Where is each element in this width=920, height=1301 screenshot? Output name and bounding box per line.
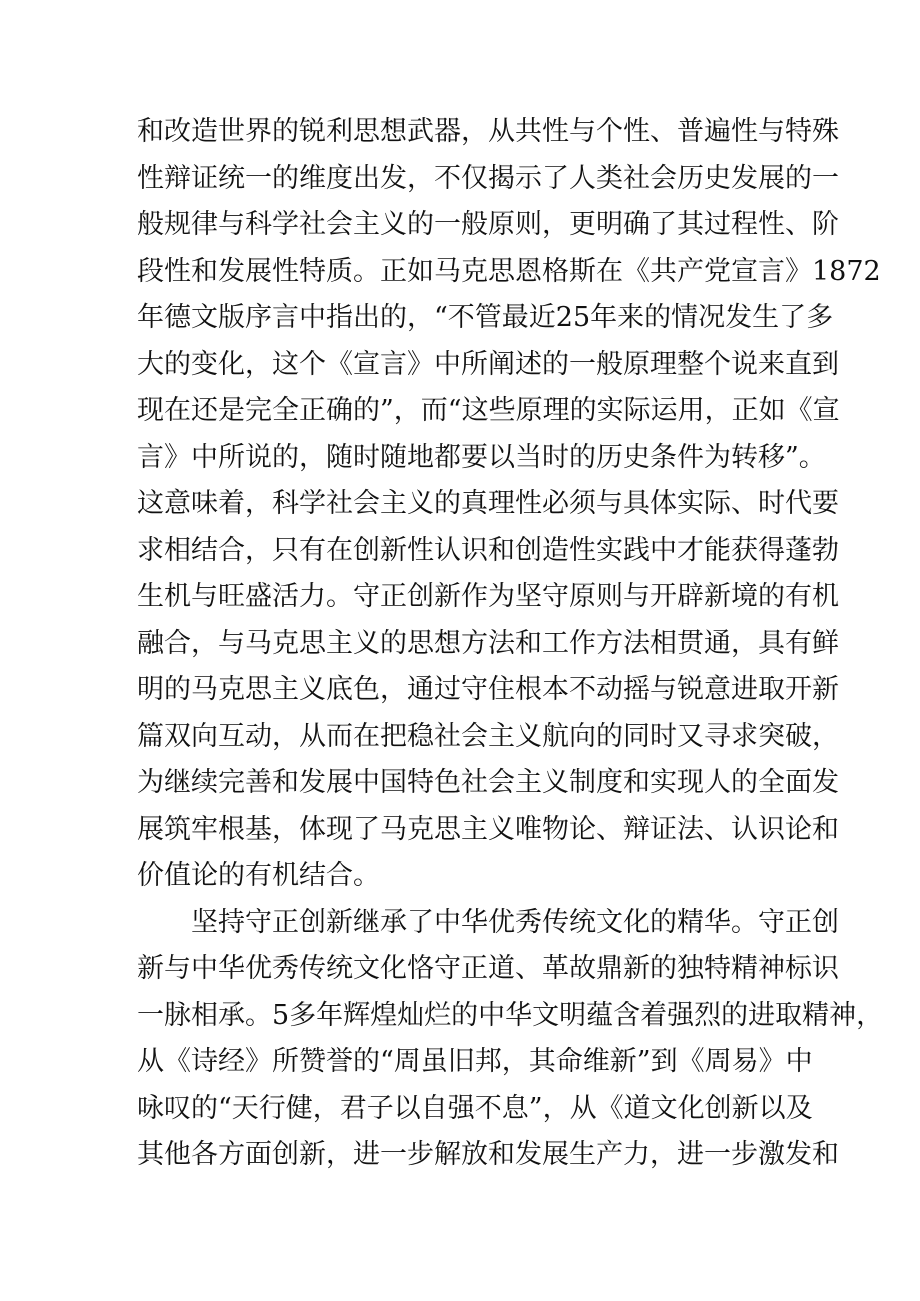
text-line: 年德文版序言中指出的，“不管最近25年来的情况发生了多	[137, 302, 834, 333]
text-line: 生机与旺盛活力。守正创新作为坚守原则与开辟新境的有机	[137, 581, 839, 612]
text-line: 为继续完善和发展中国特色社会主义制度和实现人的全面发	[137, 767, 839, 798]
text-line: 咏叹的“天行健，君子以自强不息”，从《道文化创新以及	[137, 1092, 813, 1124]
text-line: 展筑牢根基，体现了马克思主义唯物论、辩证法、认识论和	[137, 813, 839, 845]
text-line: 现在还是完全正确的”，而“这些原理的实际运用，正如《宣	[137, 395, 840, 426]
text-line: 从《诗经》所赞誉的“周虽旧邦，其命维新”到《周易》中	[137, 1046, 813, 1077]
text-line: 言》中所说的，随时随地都要以当时的历史条件为转移”。	[137, 441, 826, 473]
text-line: 和改造世界的锐利思想武器，从共性与个性、普遍性与特殊	[137, 116, 839, 147]
text-line: 坚持守正创新继承了中华优秀传统文化的精华。守正创	[191, 906, 839, 938]
text-line: 求相结合，只有在创新性认识和创造性实践中才能获得蓬勃	[137, 534, 839, 566]
text-line: 融合，与马克思主义的思想方法和工作方法相贯通，具有鲜	[137, 627, 839, 659]
text-line: 大的变化，这个《宣言》中所阐述的一般原理整个说来直到	[137, 348, 839, 380]
text-line: 性辩证统一的维度出发，不仅揭示了人类社会历史发展的一	[137, 162, 839, 194]
text-line: 般规律与科学社会主义的一般原则，更明确了其过程性、阶	[137, 209, 839, 240]
text-line: 段性和发展性特质。正如马克思恩格斯在《共产党宣言》1872	[137, 255, 881, 287]
text-line: 一脉相承。5多年辉煌灿烂的中华文明蕴含着强烈的进取精神，	[137, 999, 884, 1031]
text-line: 这意味着，科学社会主义的真理性必须与具体实际、时代要	[137, 488, 839, 519]
text-line: 篇双向互动，从而在把稳社会主义航向的同时又寻求突破，	[137, 720, 839, 752]
text-line: 新与中华优秀传统文化恪守正道、革故鼎新的独特精神标识	[137, 953, 839, 984]
text-line: 明的马克思主义底色，通过守住根本不动摇与锐意进取开新	[137, 674, 839, 705]
paragraph-1	[137, 109, 881, 900]
text-line: 其他各方面创新，进一步解放和发展生产力，进一步激发和	[137, 1139, 839, 1170]
text-line: 价值论的有机结合。	[137, 860, 380, 891]
paragraph-2	[137, 900, 884, 1179]
document-body	[137, 109, 884, 1179]
